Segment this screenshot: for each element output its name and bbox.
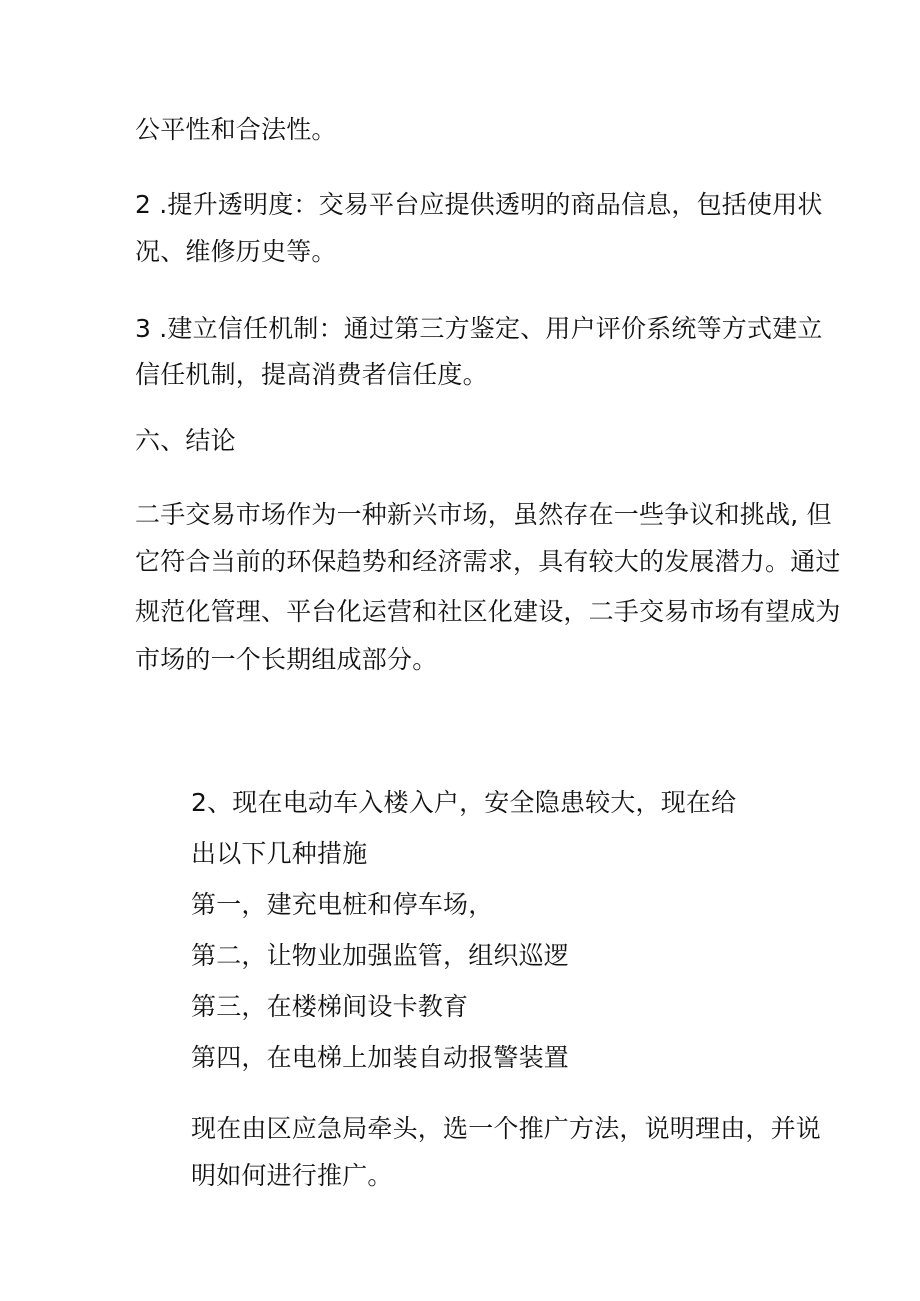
conclusion-line-2: 它符合当前的环保趋势和经济需求，具有较大的发展潜力。通过 bbox=[135, 547, 841, 576]
measure-1: 第一，建充电桩和停车场， bbox=[191, 890, 494, 919]
question-intro-line-2: 出以下几种措施 bbox=[191, 839, 368, 868]
conclusion-line-4: 市场的一个长期组成部分。 bbox=[135, 645, 438, 674]
paragraph-line: 公平性和合法性。 bbox=[135, 115, 337, 144]
conclusion-line-3: 规范化管理、平台化运营和社区化建设，二手交易市场有望成为 bbox=[135, 597, 841, 626]
question-task-line-1: 现在由区应急局牵头，选一个推广方法，说明理由，并说 bbox=[191, 1114, 822, 1143]
question-intro-line-1: 2、现在电动车入楼入户，安全隐患较大，现在给 bbox=[191, 788, 737, 817]
question-task-line-2: 明如何进行推广。 bbox=[191, 1161, 393, 1190]
list-item-2-line-1: 2 .提升透明度：交易平台应提供透明的商品信息，包括使用状 bbox=[135, 190, 823, 219]
list-item-3-line-1: 3 .建立信任机制：通过第三方鉴定、用户评价系统等方式建立 bbox=[135, 314, 823, 343]
conclusion-line-1: 二手交易市场作为一种新兴市场，虽然存在一些争议和挑战, 但 bbox=[135, 500, 832, 529]
measure-4: 第四，在电梯上加装自动报警装置 bbox=[191, 1043, 570, 1072]
list-item-2-line-2: 况、维修历史等。 bbox=[135, 237, 337, 266]
measure-2: 第二，让物业加强监管，组织巡逻 bbox=[191, 941, 570, 970]
measure-3: 第三，在楼梯间设卡教育 bbox=[191, 992, 469, 1021]
list-item-3-line-2: 信任机制，提高消费者信任度。 bbox=[135, 360, 488, 389]
section-heading: 六、结论 bbox=[135, 426, 236, 455]
